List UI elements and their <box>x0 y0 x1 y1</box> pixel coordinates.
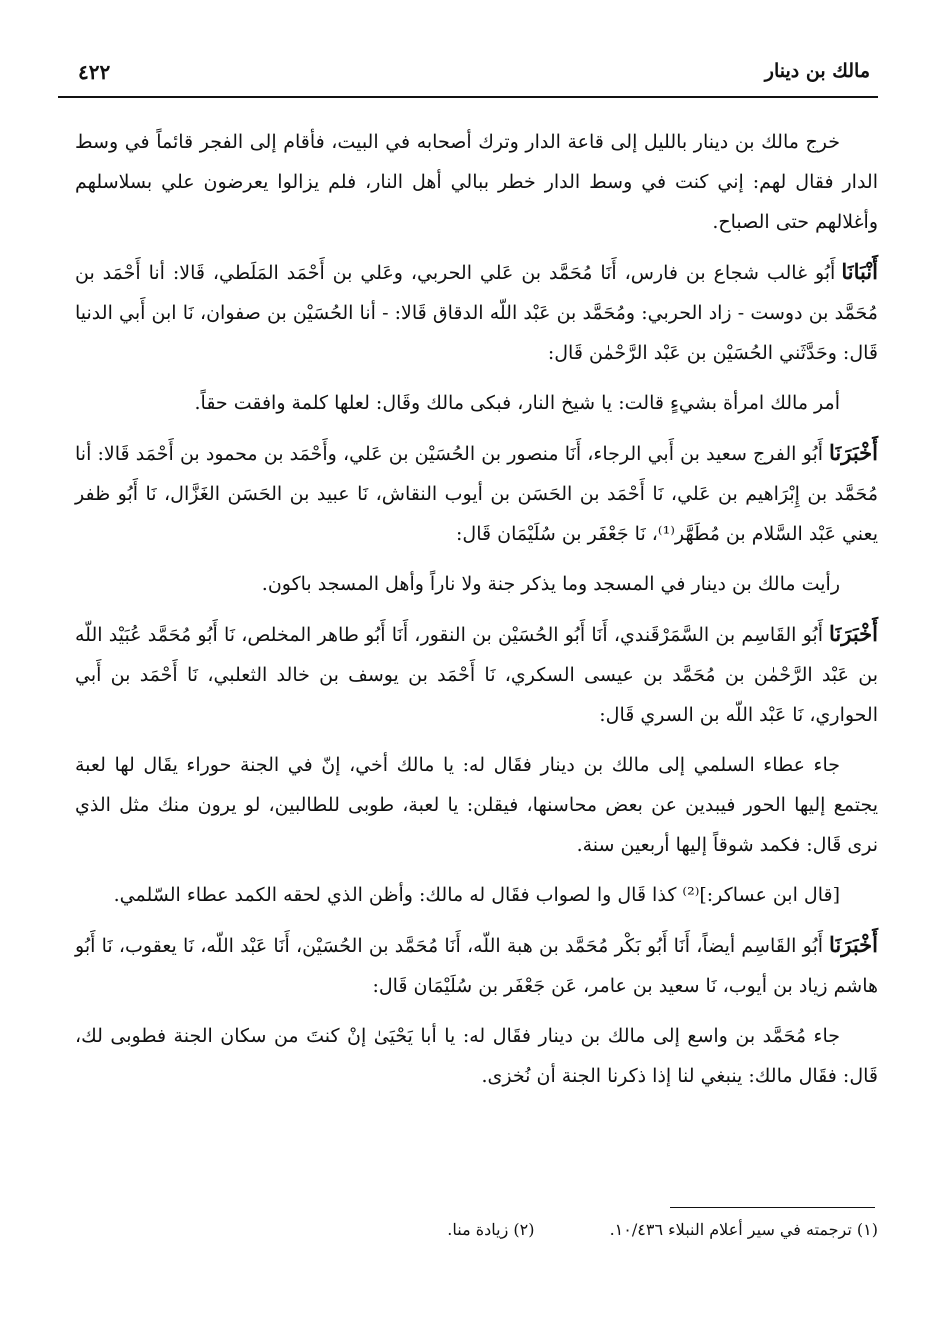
paragraph-text: رأيت مالك بن دينار في المسجد وما يذكر جنة ولا ناراً وأهل المسجد باكون. <box>261 573 840 595</box>
footnotes <box>118 1216 878 1244</box>
footnote-1: (١) ترجمته في سير أعلام النبلاء ١٠/٤٣٦. <box>609 1220 878 1239</box>
isnad-lead: أَنْبَانَا <box>841 259 878 284</box>
main-text <box>75 122 878 1106</box>
isnad-paragraph <box>75 433 878 554</box>
paragraph-text: أَبُو الفرج سعيد بن أَبي الرجاء، أَنَا منصور بن الحُسَيْن بن عَلي، وأَحْمَد بن محمود بن أَحْمَد قَالا: أنا مُحَمَّد بن إِبْرَاهيم بن عَلي، نَا أَحْمَد بن الحَسَن بن أيوب النقاش، نَا عبيد بن الحَسَن الغَزَّال، نَا أَبُو ظفر يعني عَبْد السَّلام بن مُطَهَّر⁽¹⁾، نَا جَعْفَر بن سُلَيْمَان قَال: <box>75 443 878 545</box>
footnote-2: (٢) زيادة منا. <box>447 1220 535 1239</box>
isnad-lead: أَخْبَرَنَا <box>829 440 878 465</box>
isnad-lead: أَخْبَرَنَا <box>829 932 878 957</box>
paragraph-text: جاء عطاء السلمي إلى مالك بن دينار فقَال له: يا مالك أخي، إنّ في الجنة حوراء يقَال لها لعبة يجتمع إليها الحور فيبدين عن بعض محاسنها، فيقلن: يا لعبة، طوبى للطالبين، لو يرون منك مثل الذي نرى قَال: فكمد شوقاً إليها أربعين سنة. <box>75 754 878 856</box>
isnad-paragraph <box>75 614 878 735</box>
paragraph-text: أَبُو القَاسِم أيضاً، أَنَا أَبُو بَكْر مُحَمَّد بن هبة اللّه، أَنَا مُحَمَّد بن الحُسَيْن، أَنَا عَبْد اللّه، نَا يعقوب، نَا أَبُو هاشم زياد بن أيوب، نَا سعيد بن عامر، عَن جَعْفَر بن سُلَيْمَان قَال: <box>75 935 878 997</box>
narrative-paragraph <box>75 383 878 423</box>
isnad-paragraph <box>75 925 878 1006</box>
running-header <box>58 58 878 92</box>
isnad-lead: أَخْبَرَنَا <box>829 621 878 646</box>
isnad-paragraph <box>75 252 878 373</box>
paragraph-text: [قال ابن عساكر:]⁽²⁾ كذا قَال وا لصواب فقَال له مالك: وأظن الذي لحقه الكمد عطاء السّلمي. <box>113 884 840 906</box>
narrative-paragraph <box>75 122 878 242</box>
editor-note-paragraph <box>75 875 878 915</box>
paragraph-text: أَبُو غالب شجاع بن فارس، أَنَا مُحَمَّد بن عَلي الحربي، وعَلي بن أَحْمَد المَلَطي، قَالا: أنا أَحْمَد بن مُحَمَّد بن دوست - زاد الحربي: ومُحَمَّد بن عَبْد اللّه الدقاق قَالا: - أنا الحُسَيْن بن صفوان، نَا ابن أَبي الدنيا قَال: وحَدَّثَني الحُسَيْن بن عَبْد الرَّحْمٰن قَال: <box>75 262 878 364</box>
header-divider <box>58 96 878 98</box>
paragraph-text: أَبُو القَاسِم بن السَّمَرْقَندي، أَنَا أَبُو الحُسَيْن بن النقور، أَنَا أَبُو طاهر المخلص، نَا أَبُو مُحَمَّد عُبَيْد اللّه بن عَبْد الرَّحْمٰن بن مُحَمَّد بن عيسى السكري، نَا أَحْمَد بن يوسف بن خالد الثعلبي، نَا أَحْمَد بن أَبي الحواري، نَا عَبْد اللّه بن السري قَال: <box>75 624 878 726</box>
page-number: ٤٢٢ <box>78 60 111 84</box>
narrative-paragraph <box>75 745 878 865</box>
paragraph-text: أمر مالك امرأة بشيءٍ قالت: يا شيخ النار، فبكى مالك وقَال: لعلها كلمة وافقت حقاً. <box>194 392 840 414</box>
paragraph-text: جاء مُحَمَّد بن واسع إلى مالك بن دينار فقَال له: يا أبا يَحْيَىٰ إنْ كنتَ من سكان الجنة فطوبى لك، قَال: فقَال مالك: ينبغي لنا إذا ذكرنا الجنة أن نُخزى. <box>75 1025 878 1087</box>
narrative-paragraph <box>75 564 878 604</box>
footnote-divider <box>670 1207 875 1208</box>
running-title: مالك بن دينار <box>764 60 870 82</box>
paragraph-text: خرج مالك بن دينار بالليل إلى قاعة الدار وترك أصحابه في البيت، فأقام إلى الفجر قائماً في وسط الدار فقال لهم: إني كنت في وسط الدار خطر ببالي أهل النار، فلم يزالوا يعرضون علي بسلاسلهم وأغلالهم حتى الصباح. <box>75 131 878 233</box>
narrative-paragraph <box>75 1016 878 1096</box>
